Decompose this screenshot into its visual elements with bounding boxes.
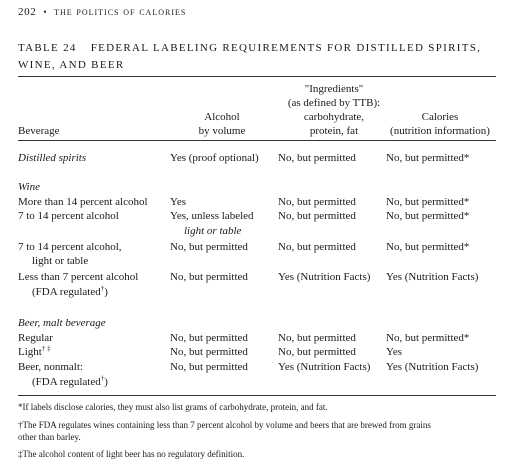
cell-ingredients-beer-nonmalt: Yes (Nutrition Facts) — [278, 361, 371, 373]
header-ingredients — [278, 82, 390, 138]
cell-calories-beer-regular: No, but permitted* — [386, 332, 470, 344]
cell-calories-wine-under7: Yes (Nutrition Facts) — [386, 271, 479, 283]
cell-beverage-wine-over14: More than 14 percent alcohol — [18, 196, 148, 208]
fda-regulated-label: (FDA regulated — [32, 376, 101, 388]
running-head-title: the politics of calories — [54, 6, 187, 18]
footnote-asterisk: *If labels disclose calories, they must also list grams of carbohydrate, protein, and fat. — [18, 402, 328, 412]
cell-alcohol-beer-light: No, but permitted — [170, 346, 248, 358]
cell-beverage-beer-nonmalt: Beer, nonmalt: — [18, 361, 83, 373]
header-beverage: Beverage — [18, 125, 60, 137]
dagger-mark: † — [100, 374, 105, 383]
header-calories-line-1: Calories — [421, 111, 459, 123]
table-number: TABLE 24 — [18, 42, 77, 54]
cell-calories-wine-light: No, but permitted* — [386, 241, 470, 253]
footnote-double-dagger: ‡The alcohol content of light beer has no regulatory definition. — [18, 449, 245, 459]
cell-ingredients-wine-under7: Yes (Nutrition Facts) — [278, 271, 371, 283]
table-bottom-rule — [18, 395, 496, 396]
table-caption-2: WINE, AND BEER — [18, 59, 125, 71]
cell-ingredients-wine-7to14: No, but permitted — [278, 210, 356, 222]
dagger-mark: † — [100, 284, 105, 293]
table-caption-1: FEDERAL LABELING REQUIREMENTS FOR DISTILLED SPIRITS, — [90, 42, 482, 54]
group-heading-beer: Beer, malt beverage — [18, 317, 106, 329]
running-head — [18, 6, 186, 18]
header-alcohol — [182, 110, 262, 138]
dagger-marks: † ‡ — [41, 344, 51, 353]
cell-ingredients-wine-light: No, but permitted — [278, 241, 356, 253]
page-number: 202 — [18, 6, 37, 18]
cell-ingredients-beer-regular: No, but permitted — [278, 332, 356, 344]
header-ingredients-line-2: (as defined by TTB): — [287, 97, 381, 109]
cell-beverage-wine-under7-line-2 — [32, 285, 108, 299]
header-calories — [384, 110, 496, 138]
cell-ingredients-beer-light: No, but permitted — [278, 346, 356, 358]
cell-alcohol-wine-light: No, but permitted — [170, 241, 248, 253]
table-title-line-1 — [18, 40, 498, 57]
cell-beverage-wine-light-line-2: light or table — [32, 255, 89, 267]
table-top-rule — [18, 76, 496, 77]
cell-beverage-beer-regular: Regular — [18, 332, 53, 344]
closing-paren: ) — [104, 376, 108, 388]
footnote-dagger-line-1: †The FDA regulates wines containing less than 7 percent alcohol by volume and beers that are brewed from grains — [18, 420, 431, 430]
header-calories-line-2: (nutrition information) — [390, 125, 490, 137]
cell-beverage-beer-light — [18, 345, 51, 359]
cell-alcohol-wine-7to14: Yes, unless labeled — [170, 210, 254, 222]
cell-calories-beer-nonmalt: Yes (Nutrition Facts) — [386, 361, 479, 373]
cell-ingredients-spirits: No, but permitted — [278, 152, 356, 164]
header-alcohol-line-2: by volume — [198, 125, 246, 137]
group-heading-wine: Wine — [18, 181, 40, 193]
header-ingredients-line-4: protein, fat — [309, 125, 359, 137]
cell-alcohol-wine-over14: Yes — [170, 196, 187, 208]
footnote-dagger-line-2: other than barley. — [18, 432, 81, 442]
cell-alcohol-wine-under7: No, but permitted — [170, 271, 248, 283]
cell-calories-wine-over14: No, but permitted* — [386, 196, 470, 208]
table-header-rule — [18, 140, 496, 141]
cell-alcohol-beer-nonmalt: No, but permitted — [170, 361, 248, 373]
cell-ingredients-wine-over14: No, but permitted — [278, 196, 356, 208]
cell-calories-spirits: No, but permitted* — [386, 152, 470, 164]
cell-beverage-wine-light: 7 to 14 percent alcohol, — [18, 241, 122, 253]
cell-alcohol-spirits: Yes (proof optional) — [170, 152, 259, 164]
bullet-separator: • — [43, 7, 48, 17]
footnote-dagger — [18, 419, 496, 443]
fda-regulated-label: (FDA regulated — [32, 286, 101, 298]
header-ingredients-line-1: "Ingredients" — [304, 83, 364, 95]
cell-beverage-spirits: Distilled spirits — [18, 152, 87, 164]
header-alcohol-line-1: Alcohol — [204, 111, 240, 123]
light-label: Light — [18, 346, 42, 358]
cell-calories-beer-light: Yes — [386, 346, 403, 358]
cell-alcohol-wine-7to14-line-2: light or table — [184, 225, 242, 237]
cell-beverage-wine-under7: Less than 7 percent alcohol — [18, 271, 139, 283]
cell-beverage-beer-nonmalt-line-2 — [32, 375, 108, 389]
header-ingredients-line-3: carbohydrate, — [303, 111, 365, 123]
cell-beverage-wine-7to14: 7 to 14 percent alcohol — [18, 210, 119, 222]
cell-calories-wine-7to14: No, but permitted* — [386, 210, 470, 222]
closing-paren: ) — [104, 286, 108, 298]
cell-alcohol-beer-regular: No, but permitted — [170, 332, 248, 344]
table-title — [18, 40, 498, 74]
